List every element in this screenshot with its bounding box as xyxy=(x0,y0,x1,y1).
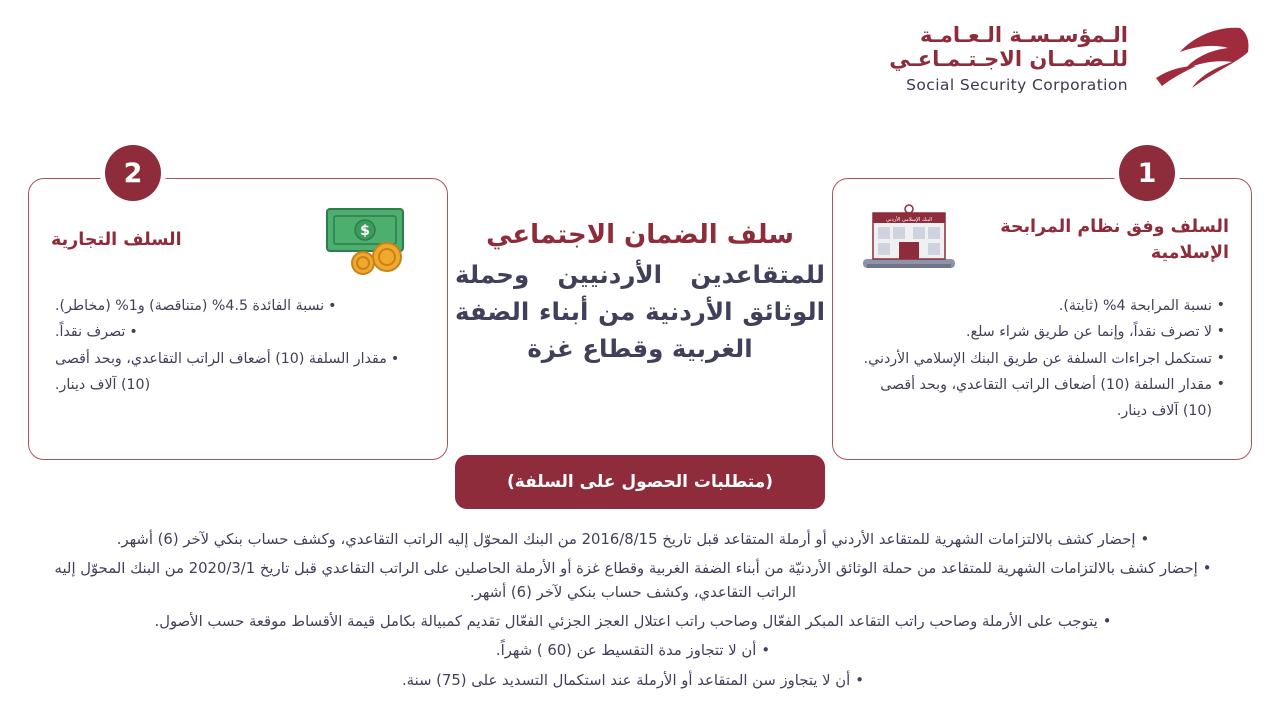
list-item: • مقدار السلفة (10) أضعاف الراتب التقاعدي، وبحد أقصى (10) آلاف دينار. xyxy=(859,372,1225,425)
card-header xyxy=(29,179,447,279)
bullet-icon: • xyxy=(1140,531,1150,548)
list-item: • نسبة المرابحة 4% (ثابتة). xyxy=(859,293,1225,319)
requirement-text: إحضار كشف بالالتزامات الشهرية للمتقاعد الأردني أو أرملة المتقاعد قبل تاريخ 2016/8/15 من البنك المحوّل إليه الراتب التقاعدي، وكشف حساب بنكي لآخر (6) أشهر. xyxy=(116,531,1136,548)
card-islamic-murabaha xyxy=(832,157,1252,460)
title-sub: للمتقاعدين الأردنيين وحملة الوثائق الأردنية من أبناء الضفة الغربية وقطاع غزة xyxy=(455,260,825,363)
list-item: • تصرف نقداً. xyxy=(55,319,421,345)
ssc-logo xyxy=(889,22,1252,96)
card-2-list xyxy=(29,279,447,398)
logo-text-block xyxy=(889,24,1128,93)
page-title xyxy=(455,218,825,367)
card-badge-2: 2 xyxy=(105,145,161,201)
logo-english: Social Security Corporation xyxy=(906,76,1128,95)
list-item xyxy=(40,528,1240,552)
list-item: • لا تصرف نقداً، وإنما عن طريق شراء سلع. xyxy=(859,319,1225,345)
card-title-1: السلف وفق نظام المرابحة الإسلامية xyxy=(1000,216,1229,263)
logo-arabic-line1: الـمؤسـسـة الـعـامـة xyxy=(919,23,1128,48)
list-item: • نسبة الفائدة 4.5% (متناقصة) و1% (مخاطر). xyxy=(55,293,421,319)
list-item xyxy=(40,557,1240,605)
card-header xyxy=(833,179,1251,279)
requirement-text: أن لا يتجاوز سن المتقاعد أو الأرملة عند استكمال التسديد على (75) سنة. xyxy=(401,671,851,689)
bullet-icon: • xyxy=(855,671,865,689)
bullet-icon: • xyxy=(761,642,771,660)
list-item xyxy=(40,639,1240,663)
card-1-list xyxy=(833,279,1251,424)
list-item: • مقدار السلفة (10) أضعاف الراتب التقاعدي، وبحد أقصى (10) آلاف دينار. xyxy=(55,346,421,399)
card-title-2: السلف التجارية xyxy=(51,229,182,250)
requirements-list xyxy=(40,528,1240,698)
bullet-icon: • xyxy=(1102,613,1112,631)
ssc-bird-logo-icon xyxy=(1144,22,1252,96)
cash-money-coins-icon xyxy=(317,201,425,279)
requirement-text: يتوجب على الأرملة وصاحب راتب التقاعد المبكر الفعّال وصاحب راتب اعتلال العجز الجزئي الفعّال تقديم كمبيالة بكامل قيمة الأقساط موقعة حسب الأصول. xyxy=(154,613,1098,631)
card-badge-1: 1 xyxy=(1119,145,1175,201)
bullet-icon: • xyxy=(1202,560,1212,578)
card-commercial-loans xyxy=(28,157,448,460)
list-item xyxy=(40,669,1240,693)
logo-arabic-line2: للـضـمـان الاجـتـمـاعـي xyxy=(889,47,1128,72)
requirement-text: أن لا تتجاوز مدة التقسيط عن (60 ) شهراً. xyxy=(495,642,757,660)
svg-text:البنك الإسلامي الأردني: البنك الإسلامي الأردني xyxy=(885,217,933,223)
islamic-bank-building-icon xyxy=(855,201,963,279)
requirement-text: إحضار كشف بالالتزامات الشهرية للمتقاعد من حملة الوثائق الأردنيّة من أبناء الضفة الغربية وقطاع غزة أو الأرملة الحاصلين على الراتب التقاعدي قبل تاريخ 2020/3/1 من البنك المحوّل إليه الراتب التقاعدي، وكشف حساب بنكي لآخر (6) أشهر. xyxy=(54,560,1198,602)
list-item xyxy=(40,610,1240,634)
title-main: سلف الضمان الاجتماعي xyxy=(486,220,794,250)
svg-text:$: $ xyxy=(360,223,370,239)
list-item: • تستكمل اجراءات السلفة عن طريق البنك الإسلامي الأردني. xyxy=(859,346,1225,372)
requirements-bar: (متطلبات الحصول على السلفة) xyxy=(455,455,825,509)
